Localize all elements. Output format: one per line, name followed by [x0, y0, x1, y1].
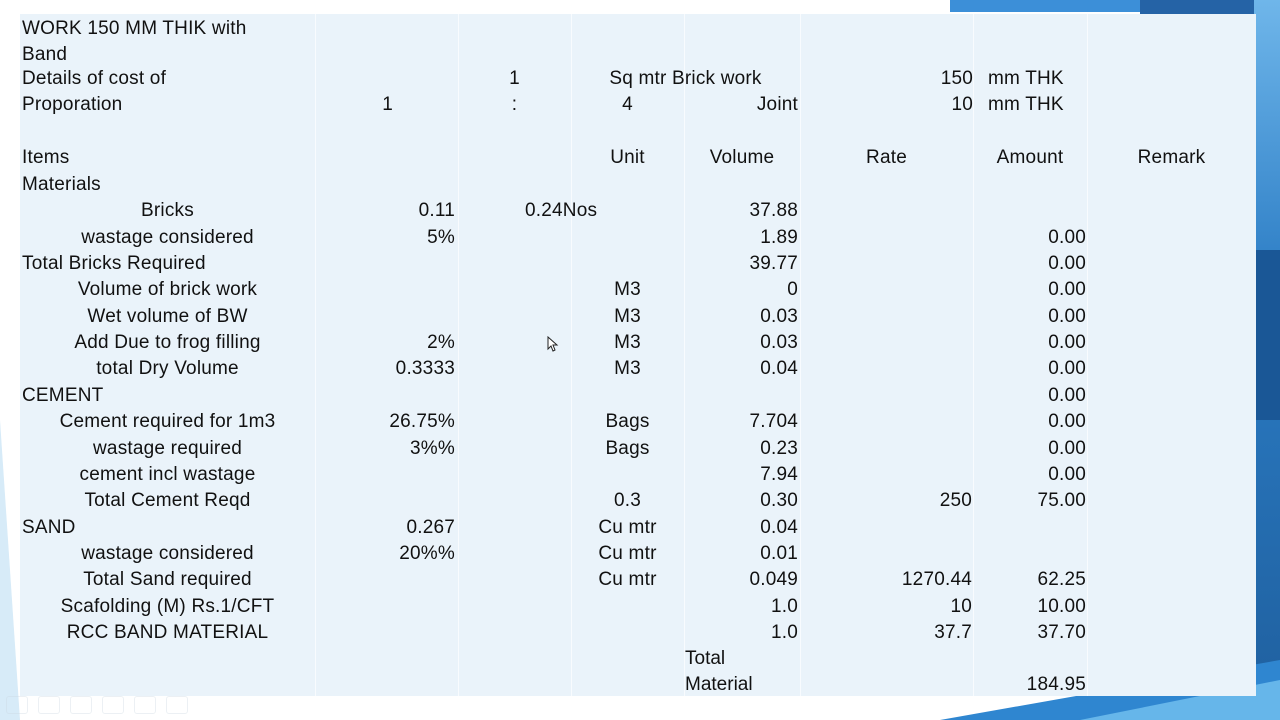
row-item: wastage considered — [81, 543, 254, 564]
zoom-icon[interactable] — [134, 696, 156, 714]
row-unit — [571, 251, 684, 277]
table-row — [20, 567, 1256, 593]
header-unit: Unit — [610, 147, 645, 168]
row-rate — [800, 330, 972, 356]
table-row — [20, 620, 1256, 646]
table-row — [20, 409, 1256, 435]
row-amount: 62.25 — [1037, 569, 1086, 590]
table-row — [20, 541, 1256, 567]
row-unit: 0.3 — [613, 490, 641, 511]
row-factor: 0.11 — [418, 200, 455, 221]
row-unit — [571, 225, 684, 251]
table-row — [20, 594, 1256, 620]
row-volume: 1.0 — [770, 596, 798, 617]
row-volume: 0.04 — [760, 517, 798, 538]
proportion-a: 1 — [382, 94, 393, 115]
row-unit: Bags — [605, 438, 650, 459]
row-rate — [800, 541, 972, 567]
details-thickness-unit: mm THK — [988, 68, 1064, 89]
row-item: Total Bricks Required — [22, 253, 206, 274]
row-unit: Bags — [605, 411, 650, 432]
row-rate — [800, 198, 972, 224]
more-options-icon[interactable] — [166, 696, 188, 714]
presentation-toolbar — [6, 696, 188, 714]
header-items: Items — [22, 147, 70, 168]
row-factor: 5% — [427, 227, 455, 248]
row-rate — [800, 409, 972, 435]
row-rate — [800, 251, 972, 277]
row-rate — [800, 172, 972, 198]
row-unit — [571, 594, 684, 620]
row-item: Add Due to frog filling — [74, 332, 261, 353]
table-row — [20, 172, 1256, 198]
row-volume: 37.88 — [749, 200, 798, 221]
row-factor — [315, 304, 455, 330]
row-unit: Cu mtr — [598, 543, 657, 564]
row-amount: 10.00 — [1037, 596, 1086, 617]
row-item: Volume of brick work — [77, 279, 258, 300]
row-rate: 250 — [939, 490, 972, 511]
row-volume: 0.049 — [749, 569, 798, 590]
table-row — [20, 225, 1256, 251]
row-unit — [571, 172, 684, 198]
row-rate: 1270.44 — [901, 569, 972, 590]
header-rate: Rate — [866, 147, 907, 168]
row-amount: 0.00 — [1048, 227, 1086, 248]
table-row — [20, 251, 1256, 277]
row-item: Scafolding (M) Rs.1/CFT — [60, 596, 275, 617]
row-extra: 0.24Nos — [525, 200, 598, 221]
row-volume: 0.30 — [760, 490, 798, 511]
proportion-separator: : — [511, 94, 518, 115]
details-row — [20, 66, 1256, 92]
row-item: Total Sand required — [83, 569, 252, 590]
row-item: RCC BAND MATERIAL — [66, 622, 269, 643]
row-volume: 1.89 — [760, 227, 798, 248]
row-unit — [571, 620, 684, 646]
row-factor — [315, 383, 455, 409]
row-factor — [315, 172, 455, 198]
row-amount: 0.00 — [1048, 358, 1086, 379]
row-rate — [800, 277, 972, 303]
slide-decoration-top — [950, 0, 1280, 12]
row-amount: 75.00 — [1037, 490, 1086, 511]
table-row — [20, 488, 1256, 514]
row-factor — [315, 277, 455, 303]
row-unit — [571, 383, 684, 409]
row-volume: 7.94 — [760, 464, 798, 485]
row-amount: 0.00 — [1048, 438, 1086, 459]
row-item: Bricks — [141, 200, 194, 221]
row-factor: 2% — [427, 332, 455, 353]
row-amount: 0.00 — [1048, 279, 1086, 300]
row-rate — [800, 304, 972, 330]
proportion-label: Proporation — [22, 94, 123, 115]
joint-label: Joint — [756, 94, 798, 115]
row-rate — [800, 225, 972, 251]
total-label-line-2: Material — [685, 674, 753, 695]
row-unit: Cu mtr — [598, 569, 657, 590]
slide-decoration-right-band — [1254, 250, 1280, 420]
row-factor — [315, 620, 455, 646]
row-item: wastage required — [93, 438, 242, 459]
details-unit: Sq mtr Brick work — [609, 68, 762, 89]
row-amount: 0.00 — [1048, 253, 1086, 274]
row-item: Materials — [22, 174, 101, 195]
total-row — [20, 672, 1256, 698]
row-amount — [973, 198, 1086, 224]
title-line-1: WORK 150 MM THIK with — [22, 18, 247, 39]
row-item: Wet volume of BW — [87, 306, 248, 327]
proportion-b: 4 — [622, 94, 633, 115]
proportion-row — [20, 92, 1256, 118]
row-unit: M3 — [614, 332, 641, 353]
row-amount: 0.00 — [1048, 332, 1086, 353]
row-volume: 0.03 — [760, 332, 798, 353]
row-item: SAND — [22, 517, 76, 538]
row-unit: M3 — [614, 306, 641, 327]
row-item: Cement required for 1m3 — [59, 411, 276, 432]
row-factor — [315, 488, 455, 514]
joint-thickness: 10 — [951, 94, 973, 115]
table-row — [20, 277, 1256, 303]
row-unit — [571, 462, 684, 488]
next-slide-icon[interactable] — [38, 696, 60, 714]
table-row — [20, 304, 1256, 330]
spreadsheet — [20, 14, 1256, 696]
row-rate — [800, 383, 972, 409]
row-volume — [684, 172, 798, 198]
row-volume: 1.0 — [770, 622, 798, 643]
row-factor: 0.267 — [406, 517, 455, 538]
row-factor — [315, 251, 455, 277]
row-volume: 0 — [787, 279, 798, 300]
previous-slide-icon[interactable] — [6, 696, 28, 714]
table-row — [20, 330, 1256, 356]
row-volume: 0.23 — [760, 438, 798, 459]
mouse-cursor-icon — [547, 336, 559, 352]
total-label-line-1: Total — [685, 648, 726, 669]
title-line-2: Band — [22, 44, 68, 65]
row-amount — [973, 172, 1086, 198]
header-remark: Remark — [1137, 147, 1206, 168]
row-volume: 0.04 — [760, 358, 798, 379]
slides-grid-icon[interactable] — [102, 696, 124, 714]
row-amount: 0.00 — [1048, 411, 1086, 432]
row-rate — [800, 515, 972, 541]
details-thickness: 150 — [940, 68, 973, 89]
slide-decoration-top-dark — [1140, 0, 1280, 14]
row-factor — [315, 462, 455, 488]
row-factor: 20%% — [399, 543, 455, 564]
row-amount: 0.00 — [1048, 306, 1086, 327]
row-factor — [315, 594, 455, 620]
table-row — [20, 198, 1256, 224]
header-amount: Amount — [996, 147, 1064, 168]
table-row — [20, 462, 1256, 488]
row-factor: 3%% — [410, 438, 455, 459]
row-rate: 10 — [950, 596, 972, 617]
row-factor: 0.3333 — [395, 358, 455, 379]
table-header — [20, 145, 1256, 171]
row-unit: Cu mtr — [598, 517, 657, 538]
sheet-title — [22, 16, 247, 68]
row-item: CEMENT — [22, 385, 104, 406]
row-amount — [973, 515, 1086, 541]
row-item: Total Cement Reqd — [84, 490, 251, 511]
details-label: Details of cost of — [22, 68, 167, 89]
row-rate — [800, 436, 972, 462]
row-unit: M3 — [614, 279, 641, 300]
table-row — [20, 436, 1256, 462]
row-rate: 37.7 — [934, 622, 972, 643]
row-amount — [973, 541, 1086, 567]
table-row — [20, 515, 1256, 541]
row-volume: 0.03 — [760, 306, 798, 327]
slide-decoration-right — [1254, 0, 1280, 720]
table-row — [20, 356, 1256, 382]
header-volume: Volume — [709, 147, 775, 168]
row-volume: 0.01 — [760, 543, 798, 564]
joint-thickness-unit: mm THK — [988, 94, 1064, 115]
row-volume — [684, 383, 798, 409]
row-amount: 0.00 — [1048, 385, 1086, 406]
row-item: cement incl wastage — [79, 464, 256, 485]
row-factor: 26.75% — [389, 411, 455, 432]
row-factor — [315, 567, 455, 593]
row-unit — [571, 198, 684, 224]
slide-decoration-left — [0, 420, 20, 720]
row-item: total Dry Volume — [96, 358, 239, 379]
pen-icon[interactable] — [70, 696, 92, 714]
row-item: wastage considered — [81, 227, 254, 248]
row-volume: 39.77 — [749, 253, 798, 274]
row-volume: 7.704 — [749, 411, 798, 432]
row-rate — [800, 356, 972, 382]
row-rate — [800, 462, 972, 488]
row-amount: 37.70 — [1037, 622, 1086, 643]
table-row — [20, 383, 1256, 409]
details-qty: 1 — [509, 68, 520, 89]
total-amount: 184.95 — [1026, 674, 1086, 695]
row-unit: M3 — [614, 358, 641, 379]
row-amount: 0.00 — [1048, 464, 1086, 485]
